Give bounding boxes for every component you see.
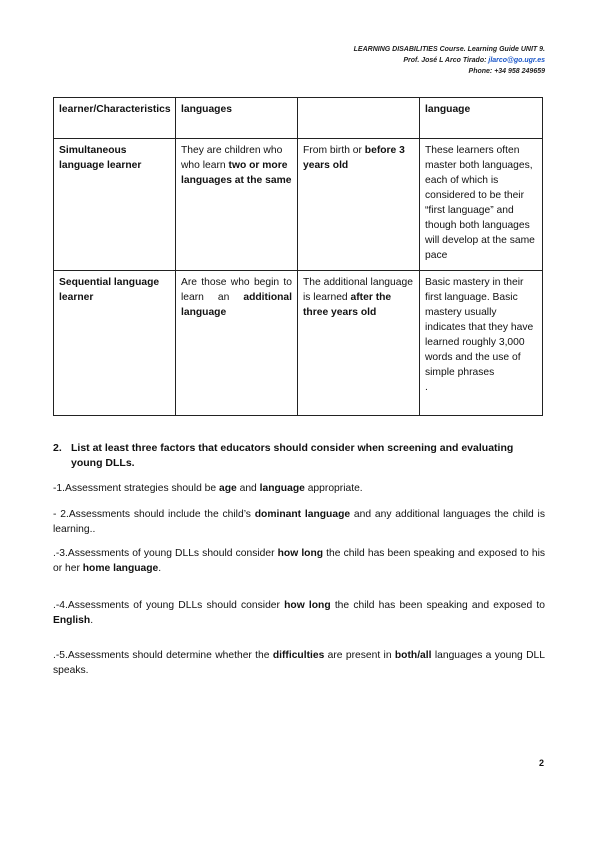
table-row bbox=[54, 139, 543, 271]
header-course: LEARNING DISABILITIES Course. Learning Guide UNIT 9. bbox=[353, 46, 545, 53]
row-label: Simultaneous language learner bbox=[54, 139, 176, 271]
learner-table bbox=[53, 97, 543, 416]
table-cell: The additional language is learned after the three years old bbox=[298, 271, 420, 416]
list-item: .-3.Assessments of young DLLs should consider how long the child has been speaking and exposed to his or her home language. bbox=[53, 548, 546, 574]
question-heading bbox=[53, 441, 545, 471]
header-professor: Prof. José L Arco Tirado: jlarco@go.ugr.es bbox=[403, 57, 545, 64]
table-cell: Basic mastery in their first language. Basic mastery usually indicates that they have learned roughly 3,000 words and the use of simple phrases . bbox=[420, 271, 543, 416]
table-cell: They are children who who learn two or more languages at the same bbox=[176, 139, 298, 271]
list-item: .-5.Assessments should determine whether the difficulties are present in both/all languages a young DLL speaks. bbox=[53, 650, 546, 676]
question-number: 2. bbox=[53, 442, 62, 454]
header-email-link[interactable]: jlarco@go.ugr.es bbox=[488, 57, 545, 64]
table-cell: Are those who begin to learn an additional language bbox=[176, 271, 298, 416]
header-cell-characteristics: learner/Characteristics bbox=[54, 98, 176, 139]
table-header-row bbox=[54, 98, 543, 139]
page-number: 2 bbox=[538, 758, 544, 768]
header-phone: Phone: +34 958 249659 bbox=[468, 68, 545, 75]
table-row bbox=[54, 271, 543, 416]
table-cell: These learners often master both languages, each of which is considered to be their “first language” and though both languages will develop at the same pace bbox=[420, 139, 543, 271]
list-item: -1.Assessment strategies should be age and language appropriate. bbox=[53, 483, 363, 494]
page-header bbox=[354, 44, 545, 77]
list-item: - 2.Assessments should include the child’s dominant language and any additional languages the child is learning.. bbox=[53, 509, 545, 535]
header-cell-language: language bbox=[420, 98, 543, 139]
header-cell-empty bbox=[298, 98, 420, 139]
table-cell: From birth or before 3 years old bbox=[298, 139, 420, 271]
list-item: .-4.Assessments of young DLLs should consider how long the child has been speaking and exposed to English. bbox=[53, 600, 545, 626]
header-cell-languages: languages bbox=[176, 98, 298, 139]
question-text: List at least three factors that educators should consider when screening and evaluating young DLLs. bbox=[71, 442, 514, 469]
row-label: Sequential language learner bbox=[54, 271, 176, 416]
